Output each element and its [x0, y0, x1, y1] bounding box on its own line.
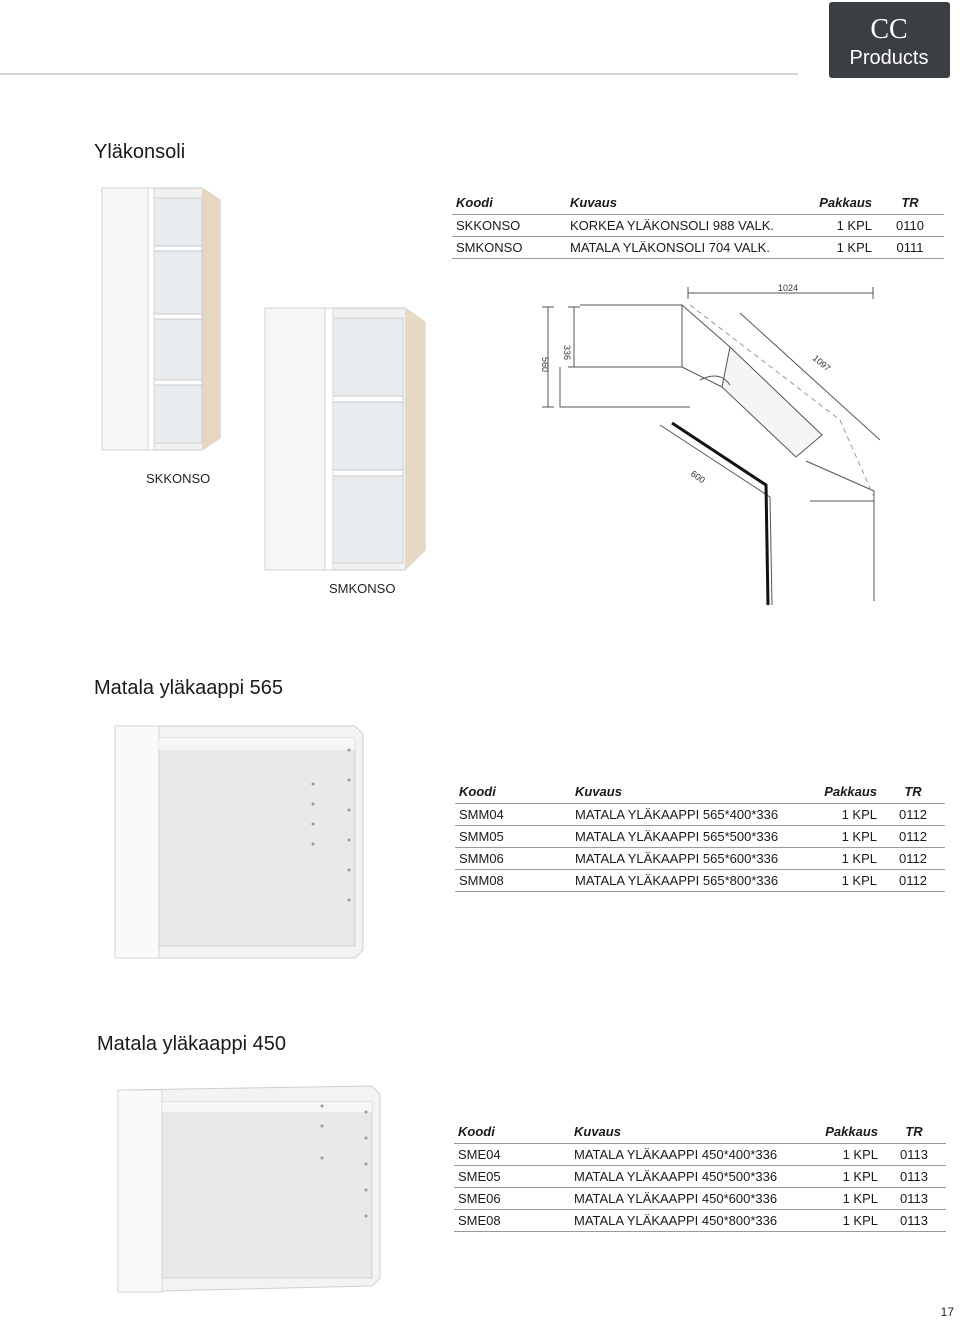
dim-width-top: 1024: [778, 283, 799, 293]
caption-smkonso: SMKONSO: [329, 581, 396, 596]
cell-tr: 0113: [882, 1210, 946, 1232]
caption-skkonso: SKKONSO: [146, 471, 211, 486]
col-header-code: Koodi: [456, 194, 493, 210]
header-rule: [0, 73, 798, 75]
product-table-450: [454, 1122, 946, 1232]
tall-corner-shelf-image: [92, 178, 232, 463]
col-header-pack: Pakkaus: [825, 1123, 878, 1139]
col-header-desc: Kuvaus: [575, 783, 622, 799]
cell-tr: 0113: [882, 1144, 946, 1166]
table-row: [452, 215, 944, 237]
dim-diagonal: 1097: [810, 352, 833, 374]
cell-code: SME05: [454, 1166, 570, 1188]
product-table-ylakonsoli: [452, 193, 944, 259]
table-row: [455, 870, 945, 892]
col-header-pack: Pakkaus: [819, 194, 872, 210]
cell-tr: 0113: [882, 1188, 946, 1210]
cell-desc: MATALA YLÄKONSOLI 704 VALK.: [566, 237, 784, 259]
col-header-tr: TR: [904, 783, 922, 799]
page-number: 17: [940, 1305, 954, 1319]
cell-code: SMM08: [455, 870, 571, 892]
cell-tr: 0111: [876, 237, 944, 259]
cell-pack: 1 KPL: [784, 237, 876, 259]
cell-code: SMM05: [455, 826, 571, 848]
cell-tr: 0112: [881, 870, 945, 892]
logo-line2: Products: [849, 47, 929, 69]
col-header-tr: TR: [905, 1123, 923, 1139]
cell-pack: 1 KPL: [784, 215, 876, 237]
dim-depth: 336: [562, 345, 572, 361]
table-row: [454, 1144, 946, 1166]
section-title-565: Matala yläkaappi 565: [94, 677, 284, 699]
table-row: [454, 1166, 946, 1188]
cell-desc: MATALA YLÄKAAPPI 565*400*336: [571, 804, 795, 826]
cell-pack: 1 KPL: [795, 804, 881, 826]
section-title-ylakonsoli: Yläkonsoli: [94, 141, 186, 163]
col-header-code: Koodi: [458, 1123, 495, 1139]
cell-desc: MATALA YLÄKAAPPI 450*500*336: [570, 1166, 796, 1188]
table-row: [455, 848, 945, 870]
col-header-desc: Kuvaus: [570, 194, 617, 210]
cell-tr: 0112: [881, 804, 945, 826]
cell-code: SME04: [454, 1144, 570, 1166]
product-table-565: [455, 782, 945, 892]
cell-desc: MATALA YLÄKAAPPI 450*400*336: [570, 1144, 796, 1166]
cabinet-565-image: [105, 720, 370, 965]
table-row: [455, 826, 945, 848]
cell-pack: 1 KPL: [795, 848, 881, 870]
dim-front: 600: [688, 468, 707, 486]
cell-code: SMM04: [455, 804, 571, 826]
cell-desc: MATALA YLÄKAAPPI 565*800*336: [571, 870, 795, 892]
brand-logo: [829, 2, 950, 78]
col-header-desc: Kuvaus: [574, 1123, 621, 1139]
cell-desc: KORKEA YLÄKONSOLI 988 VALK.: [566, 215, 784, 237]
logo-mark-icon: [829, 2, 950, 78]
cell-code: SMKONSO: [452, 237, 566, 259]
cell-code: SKKONSO: [452, 215, 566, 237]
table-row: [452, 237, 944, 259]
table-row: [454, 1210, 946, 1232]
section-title-450: Matala yläkaappi 450: [97, 1033, 287, 1055]
col-header-tr: TR: [901, 194, 919, 210]
cell-desc: MATALA YLÄKAAPPI 565*600*336: [571, 848, 795, 870]
cell-tr: 0113: [882, 1166, 946, 1188]
cell-pack: 1 KPL: [796, 1210, 882, 1232]
col-header-pack: Pakkaus: [824, 783, 877, 799]
col-header-code: Koodi: [459, 783, 496, 799]
cell-tr: 0110: [876, 215, 944, 237]
cell-code: SME08: [454, 1210, 570, 1232]
cell-tr: 0112: [881, 826, 945, 848]
cell-pack: 1 KPL: [796, 1166, 882, 1188]
logo-line1: CC: [870, 14, 908, 45]
cell-desc: MATALA YLÄKAAPPI 565*500*336: [571, 826, 795, 848]
cell-pack: 1 KPL: [796, 1144, 882, 1166]
cell-pack: 1 KPL: [795, 826, 881, 848]
table-row: [455, 804, 945, 826]
cell-pack: 1 KPL: [795, 870, 881, 892]
dim-height-side: 560: [540, 357, 550, 373]
cell-desc: MATALA YLÄKAAPPI 450*800*336: [570, 1210, 796, 1232]
table-row: [454, 1188, 946, 1210]
cell-tr: 0112: [881, 848, 945, 870]
cell-code: SMM06: [455, 848, 571, 870]
corner-dimension-diagram: [540, 275, 880, 605]
cell-pack: 1 KPL: [796, 1188, 882, 1210]
cell-desc: MATALA YLÄKAAPPI 450*600*336: [570, 1188, 796, 1210]
cabinet-450-image: [110, 1082, 385, 1302]
low-corner-shelf-image: [255, 300, 435, 585]
cell-code: SME06: [454, 1188, 570, 1210]
